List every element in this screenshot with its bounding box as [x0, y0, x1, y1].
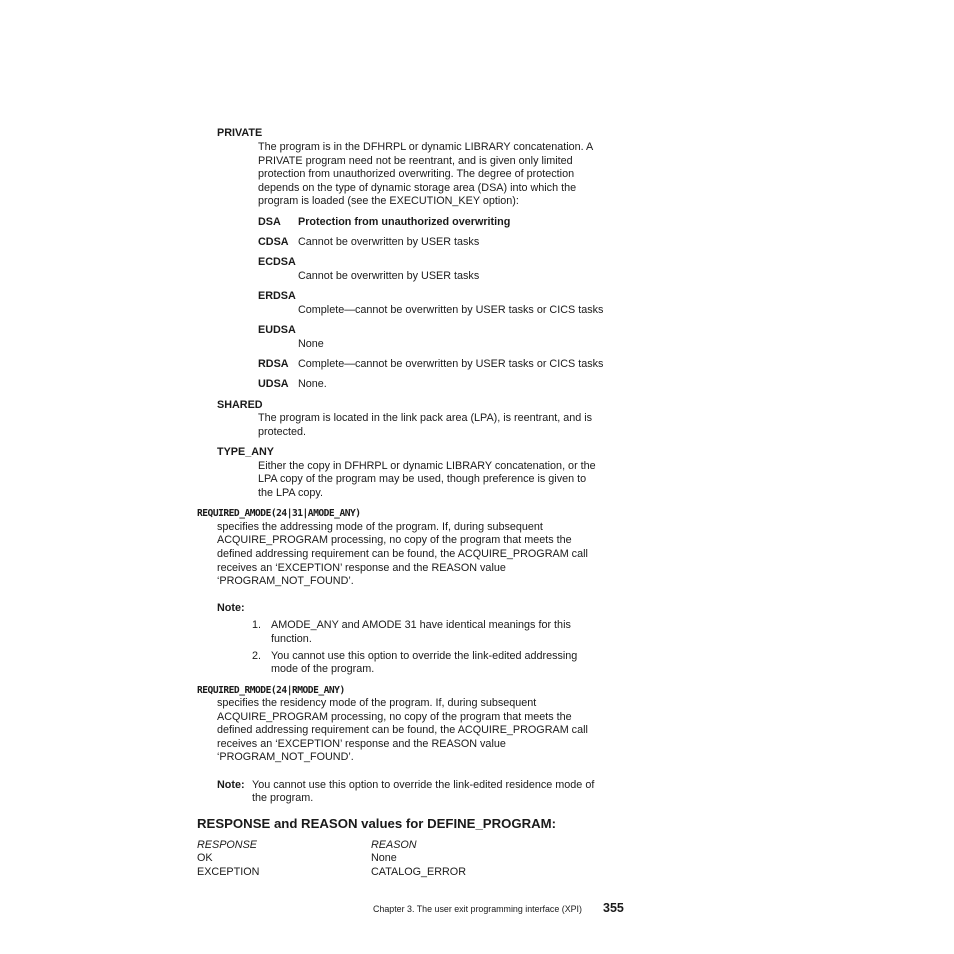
footer-chapter: Chapter 3. The user exit programming interface (XPI) — [373, 904, 582, 914]
rmode-desc-5: ‘PROGRAM_NOT_FOUND’. — [217, 751, 354, 763]
rmode-desc-2: ACQUIRE_PROGRAM processing, no copy of the program that meets the — [217, 711, 572, 723]
dsa-term-eudsa: EUDSA — [258, 324, 296, 336]
amode-desc-2: ACQUIRE_PROGRAM processing, no copy of the program that meets the — [217, 534, 572, 546]
private-desc-4: depends on the type of dynamic storage area (DSA) into which the — [258, 182, 577, 194]
type-any-desc-2: LPA copy of the program may be used, though preference is given to — [258, 473, 587, 485]
private-desc-5: program is loaded (see the EXECUTION_KEY option): — [258, 195, 519, 207]
section-heading: RESPONSE and REASON values for DEFINE_PROGRAM: — [197, 816, 557, 831]
shared-desc-1: The program is located in the link pack area (LPA), is reentrant, and is — [258, 412, 593, 424]
col-header-reason: REASON — [371, 839, 417, 851]
private-desc-3: protection from unauthorized overwriting. The degree of protection — [258, 168, 575, 180]
dsa-desc-ecdsa: Cannot be overwritten by USER tasks — [298, 270, 480, 282]
term-private: PRIVATE — [217, 127, 263, 139]
dsa-desc-cdsa: Cannot be overwritten by USER tasks — [298, 236, 480, 248]
dsa-desc-eudsa: None — [298, 338, 324, 350]
table-cell-response-1: OK — [197, 852, 213, 864]
table-cell-response-2: EXCEPTION — [197, 866, 260, 878]
table-cell-reason-2: CATALOG_ERROR — [371, 866, 466, 878]
term-required-amode: REQUIRED_AMODE(24|31|AMODE_ANY) — [197, 508, 361, 519]
page-number: 355 — [603, 901, 624, 915]
amode-note-label: Note: — [217, 602, 245, 614]
type-any-desc-1: Either the copy in DFHRPL or dynamic LIBRARY concatenation, or the — [258, 460, 596, 472]
amode-note-1-num: 1. — [252, 619, 262, 631]
rmode-note-line-1: You cannot use this option to override the link-edited residence mode of — [252, 779, 595, 791]
rmode-note-line-2: the program. — [252, 792, 314, 804]
rmode-desc-1: specifies the residency mode of the program. If, during subsequent — [217, 697, 537, 709]
dsa-term-ecdsa: ECDSA — [258, 256, 296, 268]
amode-note-1-line-1: AMODE_ANY and AMODE 31 have identical meanings for this — [271, 619, 571, 631]
term-required-rmode: REQUIRED_RMODE(24|RMODE_ANY) — [197, 685, 345, 696]
col-header-response: RESPONSE — [197, 839, 257, 851]
private-desc-2: PRIVATE program need not be reentrant, and is given only limited — [258, 155, 573, 167]
amode-desc-5: ‘PROGRAM_NOT_FOUND’. — [217, 575, 354, 587]
amode-note-2-line-1: You cannot use this option to override the link-edited addressing — [271, 650, 578, 662]
dsa-term-udsa: UDSA — [258, 378, 289, 390]
amode-note-2-line-2: mode of the program. — [271, 663, 375, 675]
dsa-desc-rdsa: Complete—cannot be overwritten by USER tasks or CICS tasks — [298, 358, 604, 370]
rmode-desc-4: receives an ‘EXCEPTION’ response and the REASON value — [217, 738, 506, 750]
amode-desc-3: defined addressing requirement can be found, the ACQUIRE_PROGRAM call — [217, 548, 588, 560]
term-shared: SHARED — [217, 399, 263, 411]
dsa-term-rdsa: RDSA — [258, 358, 289, 370]
dsa-header-desc: Protection from unauthorized overwriting — [298, 216, 511, 228]
amode-note-2-num: 2. — [252, 650, 262, 662]
dsa-header-term: DSA — [258, 216, 281, 228]
dsa-desc-udsa: None. — [298, 378, 327, 390]
dsa-term-erdsa: ERDSA — [258, 290, 296, 302]
rmode-note-label: Note: — [217, 779, 245, 791]
shared-desc-2: protected. — [258, 426, 307, 438]
amode-note-1-line-2: function. — [271, 633, 312, 645]
table-cell-reason-1: None — [371, 852, 397, 864]
term-type-any: TYPE_ANY — [217, 446, 274, 458]
dsa-desc-erdsa: Complete—cannot be overwritten by USER tasks or CICS tasks — [298, 304, 604, 316]
amode-desc-1: specifies the addressing mode of the program. If, during subsequent — [217, 521, 543, 533]
amode-desc-4: receives an ‘EXCEPTION’ response and the REASON value — [217, 562, 506, 574]
dsa-term-cdsa: CDSA — [258, 236, 289, 248]
private-desc-1: The program is in the DFHRPL or dynamic LIBRARY concatenation. A — [258, 141, 594, 153]
rmode-desc-3: defined addressing requirement can be found, the ACQUIRE_PROGRAM call — [217, 724, 588, 736]
type-any-desc-3: the LPA copy. — [258, 487, 324, 499]
